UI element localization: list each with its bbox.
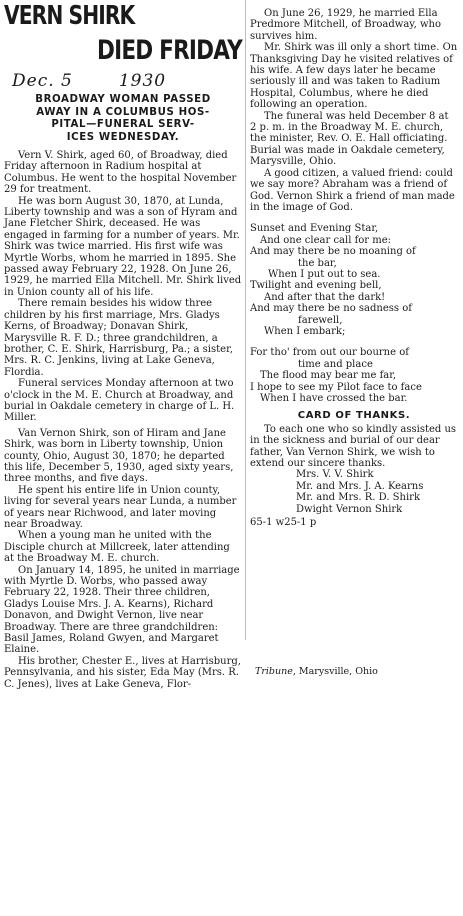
poem-line: I hope to see my Pilot face to face [250,381,422,393]
poem-line: And may there be no sadness of [250,303,412,315]
body-paragraph: On June 26, 1929, he married Ella Predmore Mitchell, of Broadway, who survives him. [250,8,442,42]
poem-line: Twilight and evening bell, [250,280,382,292]
body-paragraph: A good citizen, a valued friend: could we say more? Abraham was a friend of God. Vernon Shirk a friend of man made in the image of God. [250,167,455,213]
poem-line: Sunset and Evening Star, [250,223,379,235]
headline-line-1: VERN SHIRK [4,1,135,31]
poem-line: And may there be no moaning of [250,246,416,258]
body-paragraph: Funeral services Monday afternoon at two o'clock in the M. E. Church at Broadway, and burial in Oakdale cemetery in charge of L. H. Miller. [4,378,235,424]
stanza-gap [250,337,458,347]
card-of-thanks-text: To each one who so kindly assisted us in the sickness and burial of our dear father, Van Vernon Shirk, we wish to extend our sincere thanks. [250,423,457,470]
subheadline [4,94,242,144]
body-paragraph: Vern V. Shirk, aged 60, of Broadway, died Friday afternoon in Radium hospital at Columbus. He went to the hospital November 29 for treatment. [4,150,237,196]
column-divider [245,0,246,640]
source-credit [255,666,378,677]
handwritten-date-year: 1930 [118,71,167,91]
body-paragraph: Van Vernon Shirk, son of Hiram and Jane Shirk, was born in Liberty township, Union county, Ohio, August 30, 1870; he departed this life, December 5, 1930, aged sixty years, three months, and five days. [4,427,234,485]
poem-line: time and place [298,358,373,370]
body-paragraph: There remain besides his widow three children by his first marriage, Mrs. Gladys Kerns, of Broadway; Donavan Shirk, Marysville R. F. D.; three grandchildren, a brother, C. E. Shirk, Harrisburg, Pa.; a sister, Mrs. R. C. Jenkins, living at Lake Geneva, Flordia. [4,298,233,378]
card-of-thanks-title: CARD OF THANKS. [297,410,411,422]
headline-line-2: DIED FRIDAY [96,35,242,66]
left-column [4,2,242,690]
body-paragraph: When a young man he united with the Disciple church at Millcreek, later attending at the Broadway M. E. church. [4,530,230,565]
poem-line: The flood may bear me far, [260,370,397,382]
signature-line: Dwight Vernon Shirk [296,503,403,515]
poem-line: When I put out to sea. [268,268,381,280]
poem [250,223,458,404]
poem-line: When I have crossed the bar. [260,393,408,404]
poem-line: And one clear call for me: [260,234,392,246]
subheadline-line: BROADWAY WOMAN PASSED [35,94,211,105]
poem-line: When I embark; [264,325,346,337]
body-paragraph: On January 14, 1895, he united in marriage with Myrtle D. Worbs, who passed away February 22, 1928. Their three children, Gladys Louise Mrs. J. A. Kearns), Richard Donavon, and Dwight Vernon, live near Broadway. There are three grandchildren: Basil James, Roland Gwyen, and Margaret Elaine. [4,564,240,656]
signature-line: Mrs. V. V. Shirk [296,469,374,481]
body-paragraph: He spent his entire life in Union county, living for several years near Lunda, a number of years near Richwood, and later moving near Broadway. [4,484,237,530]
signature-list [250,469,458,515]
poem-line: And after that the dark! [264,291,386,303]
source-place: , Marysville, Ohio [292,666,378,677]
body-paragraph: Mr. Shirk was ill only a short time. On Thanksgiving Day he visited relatives of his wife. A few days later he became seriously ill and was taken to Radium Hospital, Columbus, where he died following an operation. [250,42,458,111]
handwritten-date-month: Dec. 5 [12,71,73,91]
ad-code: 65-1 w25-1 p [250,517,317,529]
poem-line: farewell, [298,314,343,326]
body-paragraph: His brother, Chester E., lives at Harrisburg, Pennsylvania, and his sister, Eda May (Mrs. R. C. Jenes), lives at Lake Geneva, Flor- [4,655,241,690]
handwritten-date [12,70,242,92]
body-paragraph: He was born August 30, 1870, at Lunda, Liberty township and was a son of Hyram and Jane Fletcher Shirk, deceased. He was engaged in farming for a number of years. Mr. Shirk was twice married. His first wife was Myrtle Worbs, whom he married in 1895. She passed away February 22, 1928. On June 26, 1929, he married Ella Mitchell. Mr. Shirk lived in Union county all of his life. [4,195,242,298]
source-paper: Tribune [255,666,293,677]
poem-line: the bar, [298,257,337,269]
poem-line: For tho' from out our bourne of [250,347,409,359]
signature-line: Mr. and Mrs. J. A. Kearns [296,480,424,492]
subheadline-line: ICES WEDNESDAY. [66,131,180,143]
body-paragraph: The funeral was held December 8 at 2 p. m. in the Broadway M. E. church, the minister, Rev. O. E. Hall officiating. Burial was made in Oakdale cemetery, Marysville, Ohio. [250,110,449,168]
signature-line: Mr. and Mrs. R. D. Shirk [296,492,421,504]
subheadline-line: PITAL—FUNERAL SERV- [51,119,195,130]
right-column [250,8,458,528]
subheadline-line: AWAY IN A COLUMBUS HOS- [36,106,210,118]
